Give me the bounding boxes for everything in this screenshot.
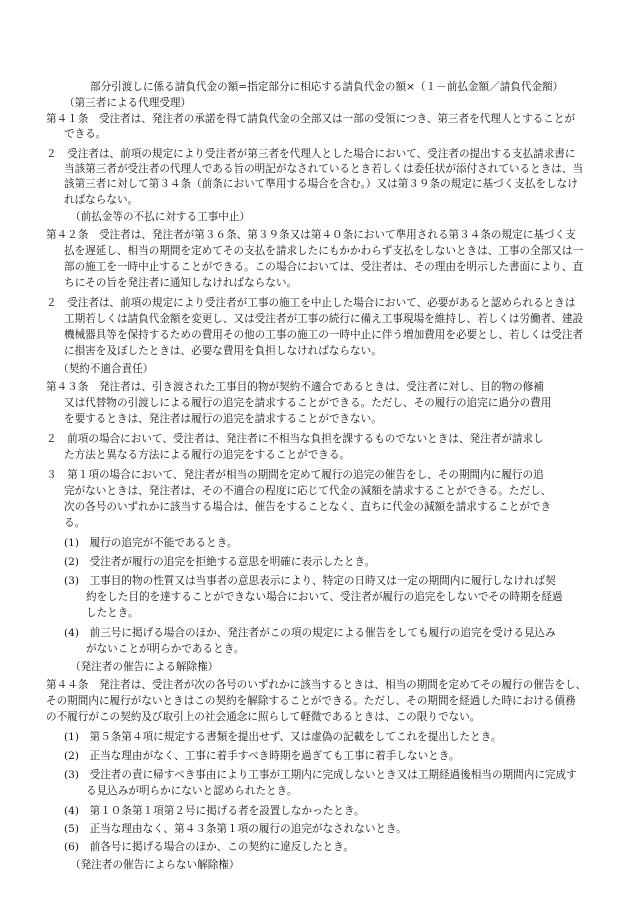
text-line: 又は代替物の引渡しによる履行の追完を請求することができる。ただし、その履行の追完に過分の費用 [64,397,552,409]
list-item-cont: 約をした目的を達することができない場合において、受注者が履行の追完をしないでその時期を経過 [86,591,563,603]
list-item-cont: がないことが明らかであるとき。 [86,643,245,655]
text-line: 第４３条 発注者は、引き渡された工事目的物が契約不適合であるときは、受注者に対し、目的物の修補 [46,381,544,393]
text-line: できる。 [64,128,107,140]
text-line: その期間内に履行がないときはこの契約を解除することができる。ただし、その期間を経過した時における債務 [46,695,576,707]
list-item: (6) 前各号に掲げる場合のほか、この契約に違反したとき。 [64,841,355,853]
text-line: 次の各号のいずれかに該当する場合は、催告をすることなく、直ちに代金の減額を請求することができ [64,501,552,513]
heading-next: （発注者の催告によらない解除権） [70,859,240,871]
list-item: (2) 受注者が履行の追完を拒絶する意思を明確に表示したとき。 [64,556,376,568]
list-item-cont: したとき。 [86,607,139,619]
text-line: た方法と異なる方法による履行の追完をすることができる。 [64,449,351,461]
list-item: (5) 正当な理由なく、第４３条第１項の履行の追完がなされないとき。 [64,823,407,835]
heading-art43: （契約不適合責任） [58,363,154,375]
text-line: 第４２条 受注者は、発注者が第３６条、第３９条又は第４０条において準用される第３４条の規定に基づく支 [46,229,576,241]
text-line: の不履行がこの契約及び取引上の社会通念に照らして軽微であるときは、この限りでない。 [46,711,481,723]
list-item: (1) 履行の追完が不能であるとき。 [64,537,238,549]
text-line: ２ 前項の場合において、受注者は、発注者に不相当な負担を課するものでないときは、発注者が請求し [46,433,544,445]
list-item: (3) 工事目的物の性質又は当事者の意思表示により、特定の日時又は一定の期間内に履行しなければ契 [64,575,556,587]
text-line: に損害を及ぼしたときは、必要な費用を負担しなければならない。 [64,345,382,357]
text-line: 払を遅延し、相当の期間を定めてその支払を請求したにもかかわらず支払をしないときは、工事の全部又は一 [64,245,584,257]
list-item: (1) 第５条第４項に規定する書類を提出せず、又は虚偽の記載をしてこれを提出したとき。 [64,731,502,743]
list-item: (4) 第１０条第１項第２号に掲げる者を設置しなかったとき。 [64,805,365,817]
text-line: ３ 第１項の場合において、発注者が相当の期間を定めて履行の追完の催告をし、その期間内に履行の追 [46,469,544,481]
list-item: (2) 正当な理由がなく、工事に着手すべき時期を過ぎても工事に着手しないとき。 [64,750,460,762]
text-line: ちにその旨を発注者に通知しなければならない。 [64,277,298,289]
text-line: 部の施工を一時中止することができる。この場合においては、受注者は、その理由を明示した書面により、直 [64,261,584,273]
text-line: ればならない。 [64,194,139,206]
formula-line: 部分引渡しに係る請負代金の額=指定部分に相応する請負代金の額×（１－前払金額／請負代金額） [90,81,564,93]
heading-art41: （第三者による代理受理） [64,97,192,109]
text-line: ２ 受注者は、前項の規定により受注者が工事の施工を中止した場合において、必要があると認められるときは [46,297,576,309]
heading-art44: （発注者の催告による解除権） [70,661,219,673]
list-item-cont: る見込みが明らかにないと認められたとき。 [86,785,298,797]
text-line: る。 [64,517,86,529]
list-item: (3) 受注者の責に帰すべき事由により工事が工期内に完成しないとき又は工期経過後相当の期間内に完成す [64,769,577,781]
text-line: 完がないときは、発注者は、その不適合の程度に応じて代金の減額を請求することができる。ただし、 [64,485,552,497]
text-line: 第４４条 発注者は、受注者が次の各号のいずれかに該当するときは、相当の期間を定めてその履行の催告をし、 [46,679,587,691]
text-line: を要するときは、発注者は履行の追完を請求することができない。 [64,413,382,425]
text-line: 該第三者に対して第３４条（前条において準用する場合を含む。）又は第３９条の規定に基づく支払をしなけ [64,178,578,190]
text-line: 機械器具等を保持するための費用その他の工事の施工の一時中止に伴う増加費用を必要とし、若しくは受注者 [64,329,584,341]
list-item: (4) 前三号に掲げる場合のほか、発注者がこの項の規定による催告をしても履行の追完を受ける見込み [64,627,556,639]
text-line: 当該第三者が受注者の代理人である旨の明記がなされているとき若しくは委任状が添付されているときは、当 [64,163,584,175]
heading-art42: （前払金等の不払に対する工事中止） [70,211,251,223]
text-line: 工期若しくは請負代金額を変更し、又は受注者が工事の続行に備え工事現場を維持し、若しくは労働者、建設 [64,313,584,325]
text-line: ２ 受注者は、前項の規定により受注者が第三者を代理人とした場合において、受注者の提出する支払請求書に [46,148,576,160]
text-line: 第４１条 受注者は、発注者の承諾を得て請負代金の全部又は一部の受領につき、第三者を代理人とすることが [46,113,576,125]
